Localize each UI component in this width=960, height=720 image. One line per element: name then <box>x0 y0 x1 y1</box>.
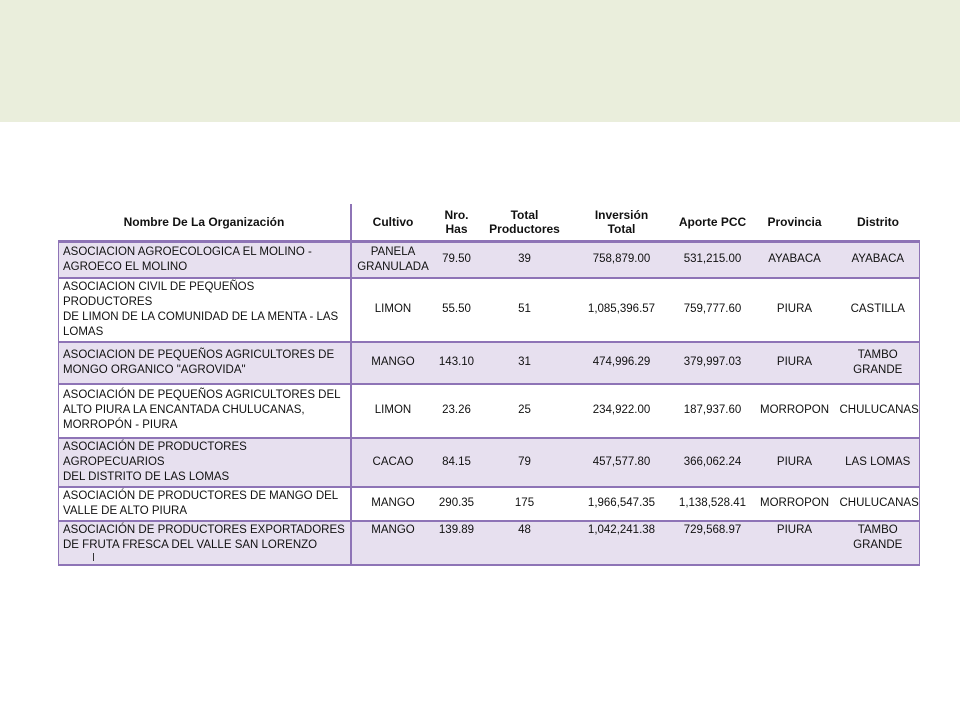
cell-nombre <box>59 521 351 565</box>
table-row <box>59 438 920 487</box>
cell-nro-has: 23.26 <box>442 404 471 416</box>
cell-nombre <box>59 487 351 521</box>
table-header-row <box>59 204 920 242</box>
cell-aporte-pcc: 729,568.97 <box>673 521 753 565</box>
nombre-line: ASOCIACION CIVIL DE PEQUEÑOS PRODUCTORES <box>63 280 255 308</box>
cell-provincia: MORROPON <box>760 497 829 509</box>
distrito-line: CHULUCANAS <box>839 404 919 416</box>
cell-inversion-total: 758,879.00 <box>571 242 673 278</box>
cell-aporte-pcc: 759,777.60 <box>683 303 742 315</box>
distrito-line: GRANDE <box>853 363 903 376</box>
cell-total-productores: 79 <box>479 438 571 487</box>
cell-inversion-total: 234,922.00 <box>592 404 651 416</box>
header-cultivo: Cultivo <box>372 215 414 229</box>
cell-cultivo <box>351 438 435 487</box>
cell-provincia: AYABACA <box>753 242 837 278</box>
cell-provincia: MORROPON <box>760 404 829 416</box>
nombre-line: MONGO ORGANICO "AGROVIDA" <box>63 363 246 376</box>
header-total-productores-line2: Productores <box>489 222 560 236</box>
table-row <box>59 487 920 521</box>
cell-nombre <box>59 242 351 278</box>
cell-aporte-pcc: 187,937.60 <box>683 404 742 416</box>
cultivo-line: GRANULADA <box>357 260 429 273</box>
distrito-line: GRANDE <box>853 538 903 551</box>
cell-inversion-total: 474,996.29 <box>571 342 673 384</box>
header-inversion-total <box>571 204 673 242</box>
distrito-line: CHULUCANAS <box>839 497 919 509</box>
header-distrito: Distrito <box>857 215 899 229</box>
distrito-line: CASTILLA <box>850 303 905 315</box>
cell-total-productores: 39 <box>479 242 571 278</box>
nombre-line: DE LIMON DE LA COMUNIDAD DE LA MENTA - LAS <box>63 310 339 323</box>
header-nro-has-line2: Has <box>445 222 468 236</box>
header-nro-has-line1: Nro. <box>444 208 469 222</box>
cell-distrito <box>837 487 920 521</box>
organizations-table-container <box>58 204 919 566</box>
table-row <box>59 342 920 384</box>
cell-cultivo <box>351 342 435 384</box>
nombre-line: AGROECO EL MOLINO <box>63 260 188 273</box>
cultivo-line: LIMON <box>374 303 412 315</box>
cell-nro-has: 290.35 <box>438 497 475 509</box>
cell-nombre <box>59 384 351 438</box>
cell-distrito <box>837 342 920 384</box>
header-inversion-line1: Inversión <box>594 208 649 222</box>
cultivo-line: MANGO <box>371 523 415 536</box>
table-row <box>59 278 920 342</box>
nombre-line: ASOCIACIÓN DE PEQUEÑOS AGRICULTORES DEL <box>63 389 341 401</box>
cell-cultivo <box>351 487 435 521</box>
cell-aporte-pcc: 531,215.00 <box>673 242 753 278</box>
header-band <box>0 0 960 122</box>
cell-total-productores: 25 <box>518 404 531 416</box>
cell-aporte-pcc: 366,062.24 <box>673 438 753 487</box>
distrito-line: TAMBO <box>857 348 898 361</box>
cell-nro-has: 143.10 <box>435 342 479 384</box>
header-total-productores-line1: Total <box>510 208 539 222</box>
distrito-line: AYABACA <box>851 253 905 266</box>
table-row <box>59 384 920 438</box>
cell-total-productores: 48 <box>479 521 571 565</box>
table-row <box>59 521 920 565</box>
cell-nro-has: 139.89 <box>435 521 479 565</box>
cell-provincia: PIURA <box>753 438 837 487</box>
cell-distrito <box>837 278 920 342</box>
cultivo-line: LIMON <box>374 404 412 416</box>
nombre-line: DEL DISTRITO DE LAS LOMAS <box>63 470 230 483</box>
nombre-line: ASOCIACIÓN DE PRODUCTORES AGROPECUARIOS <box>63 440 247 468</box>
cell-distrito <box>837 521 920 565</box>
header-nro-has <box>435 204 479 242</box>
nombre-line: VALLE DE ALTO PIURA <box>63 504 187 517</box>
cell-distrito <box>837 438 920 487</box>
cultivo-line: CACAO <box>372 455 414 468</box>
nombre-line: DE FRUTA FRESCA DEL VALLE SAN LORENZO <box>63 538 318 551</box>
cell-nombre <box>59 438 351 487</box>
cell-nro-has: 84.15 <box>435 438 479 487</box>
cell-provincia: PIURA <box>753 521 837 565</box>
cell-provincia: PIURA <box>776 303 813 315</box>
cultivo-line: MANGO <box>371 497 415 509</box>
distrito-line: TAMBO <box>857 523 898 536</box>
stray-mark <box>93 553 94 561</box>
cell-provincia: PIURA <box>753 342 837 384</box>
cell-inversion-total: 1,042,241.38 <box>571 521 673 565</box>
nombre-line: ASOCIACION AGROECOLOGICA EL MOLINO - <box>63 245 312 258</box>
organizations-table <box>58 204 920 566</box>
cell-total-productores: 31 <box>479 342 571 384</box>
cell-cultivo <box>351 521 435 565</box>
cell-inversion-total: 1,966,547.35 <box>587 497 656 509</box>
cell-aporte-pcc: 379,997.03 <box>673 342 753 384</box>
nombre-line: ASOCIACION DE PEQUEÑOS AGRICULTORES DE <box>63 348 335 361</box>
cell-aporte-pcc: 1,138,528.41 <box>678 497 747 509</box>
cell-total-productores: 175 <box>514 497 535 509</box>
nombre-line: ALTO PIURA LA ENCANTADA CHULUCANAS, <box>63 404 305 416</box>
cell-inversion-total: 457,577.80 <box>571 438 673 487</box>
nombre-line: ASOCIACIÓN DE PRODUCTORES DE MANGO DEL <box>63 489 339 502</box>
cell-distrito <box>837 384 920 438</box>
table-body <box>59 242 920 565</box>
cell-cultivo <box>351 278 435 342</box>
cell-distrito <box>837 242 920 278</box>
header-provincia: Provincia <box>767 215 822 229</box>
cultivo-line: MANGO <box>371 356 415 368</box>
cell-total-productores: 51 <box>518 303 531 315</box>
cell-cultivo <box>351 242 435 278</box>
cell-nombre <box>59 342 351 384</box>
table-row <box>59 242 920 278</box>
nombre-line: LOMAS <box>63 325 104 338</box>
header-aporte-pcc: Aporte PCC <box>678 215 747 229</box>
header-inversion-line2: Total <box>607 222 636 236</box>
cell-nro-has: 55.50 <box>442 303 471 315</box>
cell-cultivo <box>351 384 435 438</box>
nombre-line: MORROPÓN - PIURA <box>63 419 178 431</box>
cell-inversion-total: 1,085,396.57 <box>587 303 656 315</box>
cultivo-line: PANELA <box>370 245 416 258</box>
header-total-productores <box>479 204 571 242</box>
nombre-line: ASOCIACIÓN DE PRODUCTORES EXPORTADORES <box>63 523 345 536</box>
cell-nombre <box>59 278 351 342</box>
header-nombre: Nombre De La Organización <box>59 204 351 242</box>
cell-nro-has: 79.50 <box>435 242 479 278</box>
distrito-line: LAS LOMAS <box>845 455 911 468</box>
